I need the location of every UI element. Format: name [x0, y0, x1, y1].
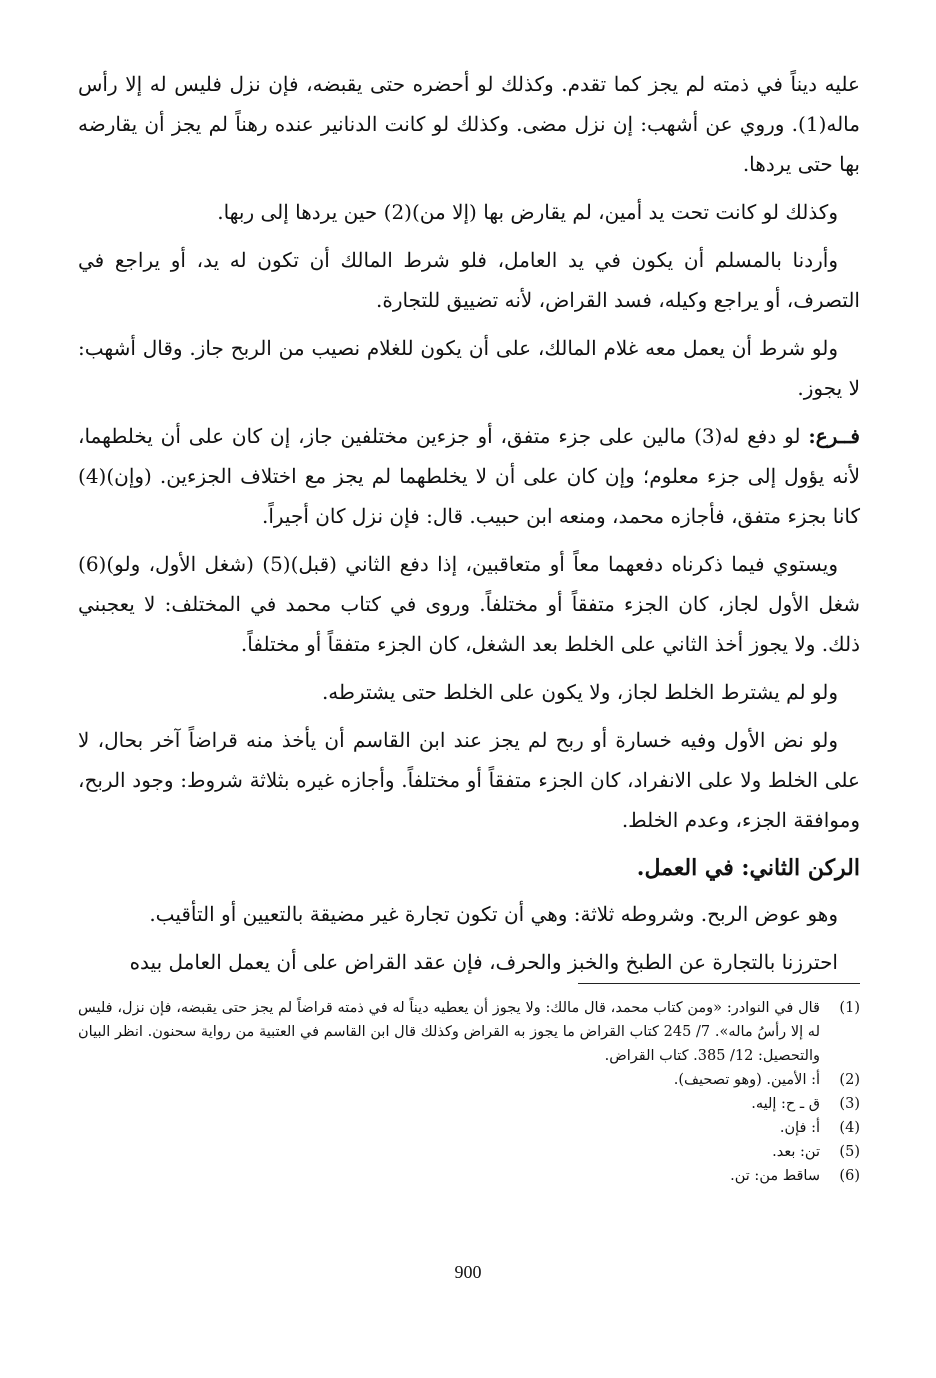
- footnote-divider: [578, 983, 860, 984]
- footnote-number: (2): [839, 1072, 860, 1088]
- main-text: [78, 64, 860, 982]
- footnote-text: ساقط من: تن.: [730, 1168, 820, 1184]
- paragraph: ولو لم يشترط الخلط لجاز، ولا يكون على الخلط حتى يشترطه.: [321, 680, 838, 704]
- footnotes: [78, 996, 860, 1188]
- footnote-text: ق ـ ح: إليه.: [751, 1096, 820, 1112]
- footnote-text: أ: فإن.: [779, 1120, 820, 1136]
- footnote-text: تن: بعد.: [772, 1144, 820, 1160]
- page-number: 900: [454, 1262, 482, 1282]
- footnote-number: (6): [839, 1168, 860, 1184]
- paragraph: ويستوي فيما ذكرناه دفعهما معاً أو متعاقبين، إذا دفع الثاني (قبل)(5) (شغل الأول، ولو)(6) شغل الأول لجاز، كان الجزء متفقاً أو مختلفاً. وروى في كتاب محمد في المختلف: لا يعجبني ذلك. ولا يجوز أخذ الثاني على الخلط بعد الشغل، كان الجزء متفقاً أو مختلفاً.: [78, 552, 860, 656]
- footnote: [78, 1140, 860, 1164]
- footnote: [78, 1164, 860, 1188]
- paragraph: احترزنا بالتجارة عن الطبخ والخبز والحرف، فإن عقد القراض على أن يعمل العامل بيده: [129, 950, 838, 974]
- footnote-number: (4): [839, 1120, 860, 1136]
- paragraph: وأردنا بالمسلم أن يكون في يد العامل، فلو شرط المالك أن تكون له يد، أو يراجع في التصرف، أو يراجع وكيله، فسد القراض، لأنه تضييق للتجارة.: [78, 248, 860, 312]
- footnote-number: (1): [839, 1000, 860, 1016]
- paragraph: عليه ديناً في ذمته لم يجز كما تقدم. وكذلك لو أحضره حتى يقبضه، فإن نزل فليس له إلا رأس ماله(1). وروي عن أشهب: إن نزل مضى. وكذلك لو كانت الدنانير عنده رهناً لم يجز أن يقارضه بها حتى يردها.: [78, 72, 860, 176]
- section-heading: الركن الثاني: في العمل.: [636, 855, 860, 881]
- paragraph: ولو نض الأول وفيه خسارة أو ربح لم يجز عند ابن القاسم أن يأخذ منه قراضاً آخر بحال، لا على الخلط ولا على الانفراد، كان الجزء متفقاً أو مختلفاً. وأجازه غيره بثلاثة شروط: وجود الربح، وموافقة الجزء، وعدم الخلط.: [78, 728, 860, 832]
- footnote-number: (3): [839, 1096, 860, 1112]
- paragraph: وكذلك لو كانت تحت يد أمين، لم يقارض بها (إلا من)(2) حين يردها إلى ربها.: [217, 200, 838, 224]
- paragraph: ولو شرط أن يعمل معه غلام المالك، على أن يكون للغلام نصيب من الربح جاز. وقال أشهب: لا يجوز.: [78, 336, 860, 400]
- footnote-text: قال في النوادر: «ومن كتاب محمد، قال مالك: ولا يجوز أن يعطيه ديناً له في ذمته قراضاً لم يجز حتى يقبضه، فإن نزل، فليس له إلا رأسُ ماله». 7/ 245 كتاب القراض ما يجوز به القراض وكذلك قال ابن القاسم في العتبية من رواية سحنون. انظر البيان والتحصيل: 12/ 385. كتاب القراض.: [78, 1000, 820, 1064]
- footnote: [78, 1116, 860, 1140]
- footnote: [78, 1068, 860, 1092]
- footnote: [78, 996, 860, 1068]
- footnote-number: (5): [839, 1144, 860, 1160]
- footnote: [78, 1092, 860, 1116]
- far-text: لو دفع له(3) مالين على جزء متفق، أو جزءين مختلفين جاز، إن كان على أن يخلطهما، لأنه يؤول إلى جزء معلوم؛ وإن كان على أن لا يخلطهما لم يجز مع اختلاف الجزءين. (وإن)(4) كانا بجزء متفق، فأجازه محمد، ومنعه ابن حبيب. قال: فإن نزل كان أجيراً.: [78, 424, 860, 528]
- footnote-text: أ: الأمين. (وهو تصحيف).: [673, 1072, 820, 1088]
- paragraph-far: [78, 416, 860, 536]
- far-label: فــرع:: [808, 424, 860, 448]
- paragraph: وهو عوض الربح. وشروطه ثلاثة: وهي أن تكون تجارة غير مضيقة بالتعيين أو التأقيب.: [149, 902, 838, 926]
